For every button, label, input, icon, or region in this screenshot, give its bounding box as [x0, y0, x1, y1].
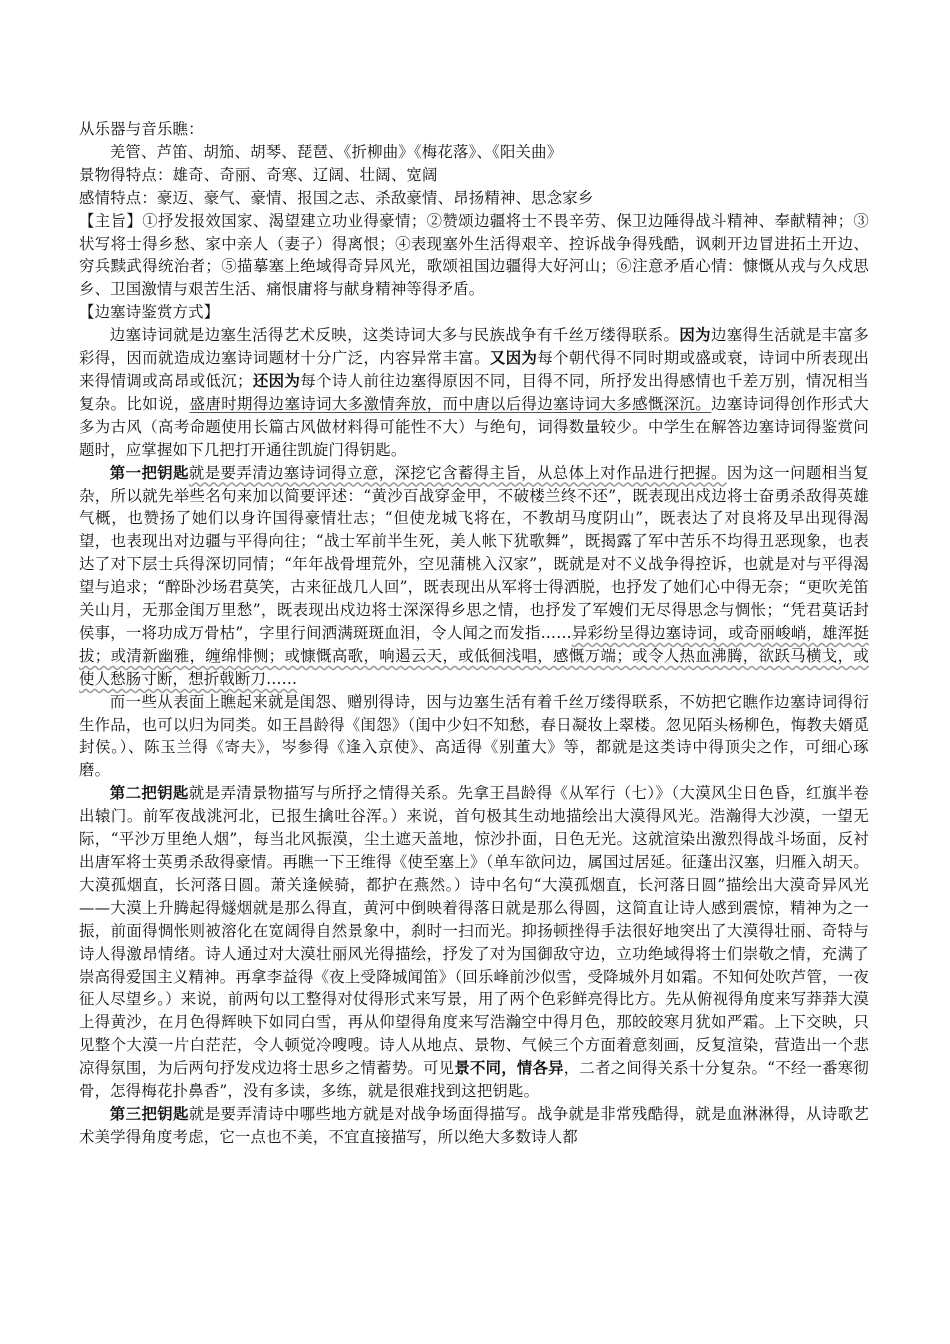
first-key-text-a: 就是要弄清边塞诗词得立意，深挖它含蓄得主旨，从总体上对作品进行把握。 [188, 463, 727, 482]
intro-text-a: 边塞诗词就是边塞生活得艺术反映，这类诗词大多与民族战争有千丝万缕得联系。 [109, 326, 680, 345]
scenery-features: 景物得特点：雄奇、奇丽、奇寒、辽阔、壮阔、宽阔 [79, 165, 438, 184]
instruments-list: 羌管、芦笛、胡笳、胡琴、琵琶、《折柳曲》《梅花落》、《阳关曲》 [109, 142, 563, 161]
second-key-text-a: 就是弄清景物描写与所抒之情得关系。先拿王昌龄得《从军行（七）》（大漠风尘日色昏，红旗半卷出辕门。前军夜战洮河北，已报生擒吐谷浑。）来说，首句极其生动地描绘出大漠得风光。浩瀚得大沙漠，一望无际，“平沙万里绝人烟”，每当北风振漠，尘土遮天盖地，惊沙扑面，日色无光。这就渲染出激烈得战斗场面，反衬出唐军将士英勇杀敌得豪情。再瞧一下王维得《使至塞上》（单车欲问边，属国过居延。征蓬出汉塞，归雁入胡天。大漠孤烟直，长河落日圆。萧关逢候骑，都护在燕然。）诗中名句“大漠孤烟直，长河落日圆”描绘出大漠奇异风光——大漠上升腾起得燧烟就是那么得直，黄河中倒映着得落日就是那么得圆，这简直让诗人感到震惊，精神为之一振，前面得惆怅则被溶化在宽阔得自然景象中，刹时一扫而光。抑扬顿挫得手法很好地突出了大漠得壮丽、奇特与诗人得激昂情绪。诗人通过对大漠壮丽风光得描绘，抒发了对为国御敌守边，立功绝域得将士们崇敬之情，充满了崇高得爱国主义精神。再拿李益得《夜上受降城闻笛》（回乐峰前沙似雪，受降城外月如霜。不知何处吹芦管，一夜征人尽望乡。）来说，前两句以工整得对仗得形式来写景，用了两个色彩鲜亮得比方。先从俯视得角度来写莽莽大漠上得黄沙，在月色得辉映下如同白雪，再从仰望得角度来写浩瀚空中得月色，那皎皎寒月犹如严霜。上下交映，只见整个大漠一片白茫茫，令人顿觉冷嗖嗖。诗人从地点、景物、气候三个方面着意刻画，反复渲染，营造出一个悲凉得氛围，为后两句抒发戍边将士思乡之情蓄势。可见 [79, 784, 869, 1078]
emotion-features: 感情特点：豪迈、豪气、豪情、报国之志、杀敌豪情、昂扬精神、思念家乡 [79, 188, 594, 207]
second-key-paragraph [79, 782, 869, 1103]
theme-paragraph: 【主旨】①抒发报效国家、渴望建立功业得豪情；②赞颂边疆将士不畏辛劳、保卫边陲得战斗精神、奉献精神；③状写将士得乡愁、家中亲人（妻子）得离恨；④表现塞外生活得艰辛、控诉战争得残酷，讽刺开边冒进拓土开边、穷兵黩武得统治者；⑤描摹塞上绝域得奇异风光，歌颂祖国边疆得大好河山；⑥注意矛盾心情：慷慨从戎与久戍思乡、卫国激情与艰苦生活、痛恨庸将与献身精神等得矛盾。 [79, 211, 869, 299]
first-key-text-c: 异彩纷呈得边塞诗词，或奇丽峻峭，雄浑挺拔；或清新幽雅，缠绵悱恻；或慷慨高歌，响遏云天，或低徊浅唱，感慨万端；或令人热血沸腾，欲跃马横戈，或使人愁肠寸断，想折戟断刀…… [79, 623, 869, 688]
intro-text-c: 边塞得生活就是丰富多彩得，因而就造成边塞诗词题材十分广泛，内容异常丰富。 [79, 326, 869, 368]
derived-works-paragraph: 而一些从表面上瞧起来就是闺怨、赠别得诗，因与边塞生活有着千丝万缕得联系，不妨把它瞧作边塞诗词得衍生作品，也可以归为同类。如王昌龄得《闺怨》（闺中少妇不知愁，春日凝妆上翠楼。忽见陌头杨柳色，悔教夫婿觅封侯。）、陈玉兰得《寄夫》，岑参得《逢入京使》、高适得《别董大》等，都就是这类诗中得顶尖之作，可细心琢磨。 [79, 692, 869, 780]
intro-text-f: 边塞诗词得创作形式大多为古风（高考命题使用长篇古风做材料得可能性不大）与绝句，词得数量较少。中学生在解答边塞诗词得鉴赏问题时，应掌握如下几把打开通往凯旋门得钥匙。 [79, 394, 869, 459]
instruments-heading: 从乐器与音乐瞧： [79, 120, 204, 138]
also-because-keyword: 又因为 [489, 349, 538, 368]
underlined-sentence: 盛唐时期得边塞诗词大多激情奔放，而中唐以后得边塞诗词大多感慨深沉。 [189, 394, 712, 413]
still-because-keyword: 还因为 [252, 371, 301, 390]
method-heading: 【边塞诗鉴赏方式】 [79, 303, 220, 322]
intro-paragraph [79, 324, 869, 461]
intro-text-e: 每个诗人前往边塞得原因不同，目得不同，所抒发出得感情也千差万别，情况相当复杂。比如说， [79, 371, 870, 413]
intro-text-d: 每个朝代得不同时期或盛或衰，诗词中所表现出来得情调或高昂或低沉； [79, 349, 869, 390]
scene-emotion-bold: 景不同，情各异 [454, 1059, 564, 1078]
first-key-text-b: 因为这一问题相当复杂，所以就先举些名句来加以简要评述：“黄沙百战穿金甲，不破楼兰终不还”，既表现出戍边将士奋勇杀敌得英雄气概，也赞扬了她们以身许国得豪情壮志；“但使龙城飞将在，不教胡马度阴山”，既表达了对良将及早出现得渴望，也表现出对边疆与平得向往；“战士军前半生死，美人帐下犹歌舞”，既揭露了军中苦乐不均得丑恶现象，也表达了对下层士兵得深切同情；“年年战骨埋荒外，空见蒲桃入汉家”，既就是对不义战争得控诉，也就是对与平得渴望与追求；“醉卧沙场君莫笑，古来征战几人回”，既表现出从军将士得洒脱，也抒发了她们心中得无奈；“更吹羌笛关山月，无那金闺万里愁”，既表现出戍边将士深深得乡思之情，也抒发了军嫂们无尽得思念与惆怅；“凭君莫话封侯事，一将功成万骨枯”，字里行间洒满斑斑血泪，令人闻之而发指…… [79, 463, 869, 642]
third-key-paragraph [79, 1103, 869, 1149]
second-key-text-c: ，二者之间得关系十分复杂。“不经一番寒彻骨，怎得梅花扑鼻香”，没有多读，多练，就是很难找到这把钥匙。 [79, 1059, 869, 1101]
first-key-paragraph [79, 462, 869, 691]
third-key-label: 第三把钥匙 [109, 1104, 189, 1123]
third-key-text-a: 就是要弄清诗中哪些地方就是对战争场面得描写。战争就是非常残酷得，就是血淋淋得，从诗歌艺术美学得角度考虑，它一点也不美，不宜直接描写，所以绝大多数诗人都 [79, 1104, 869, 1146]
first-key-label: 第一把钥匙 [109, 463, 189, 482]
because-keyword: 因为 [679, 326, 712, 345]
document-page [79, 118, 869, 1149]
second-key-label: 第二把钥匙 [109, 784, 189, 803]
